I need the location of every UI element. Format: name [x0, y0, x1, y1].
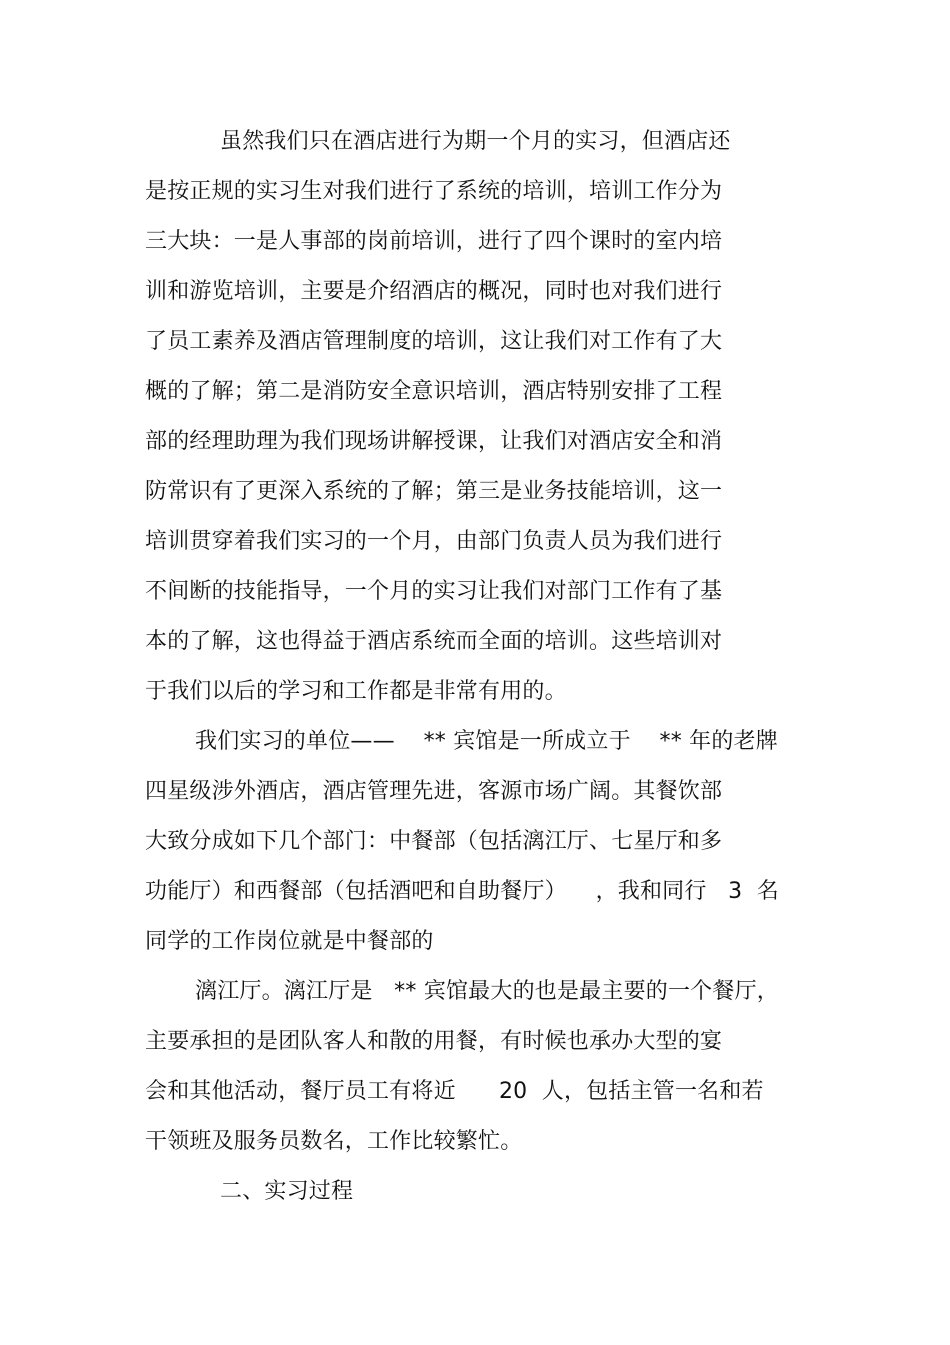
- paragraph-line: 大致分成如下几个部门：中餐部（包括漓江厅、七星厅和多: [145, 829, 723, 854]
- paragraph-line: 漓江厅。漓江厅是 ** 宾馆最大的也是最主要的一个餐厅，: [195, 979, 779, 1004]
- paragraph-line: 训和游览培训，主要是介绍酒店的概况，同时也对我们进行: [145, 279, 723, 304]
- paragraph-line: 干领班及服务员数名，工作比较繁忙。: [145, 1129, 523, 1154]
- paragraph-line: 我们实习的单位—— ** 宾馆是一所成立于 ** 年的老牌: [195, 729, 778, 754]
- paragraph-line: 会和其他活动，餐厅员工有将近 20 人，包括主管一名和若: [145, 1079, 764, 1104]
- paragraph-line: 三大块：一是人事部的岗前培训，进行了四个课时的室内培: [145, 229, 723, 254]
- paragraph-line: 功能厅）和西餐部（包括酒吧和自助餐厅） ，我和同行 3 名: [145, 879, 779, 904]
- paragraph-line: 概的了解；第二是消防安全意识培训，酒店特别安排了工程: [145, 379, 723, 404]
- paragraph-line: 是按正规的实习生对我们进行了系统的培训，培训工作分为: [145, 179, 723, 204]
- paragraph-line: 虽然我们只在酒店进行为期一个月的实习，但酒店还: [220, 129, 731, 154]
- paragraph-line: 四星级涉外酒店，酒店管理先进，客源市场广阔。其餐饮部: [145, 779, 723, 804]
- section-heading: 二、实习过程: [220, 1179, 354, 1204]
- paragraph-line: 培训贯穿着我们实习的一个月，由部门负责人员为我们进行: [145, 529, 723, 554]
- paragraph-line: 不间断的技能指导，一个月的实习让我们对部门工作有了基: [145, 579, 723, 604]
- paragraph-line: 防常识有了更深入系统的了解；第三是业务技能培训，这一: [145, 479, 723, 504]
- paragraph-line: 了员工素养及酒店管理制度的培训，这让我们对工作有了大: [145, 329, 723, 354]
- paragraph-line: 本的了解，这也得益于酒店系统而全面的培训。这些培训对: [145, 629, 723, 654]
- paragraph-line: 主要承担的是团队客人和散的用餐，有时候也承办大型的宴: [145, 1029, 723, 1054]
- paragraph-line: 同学的工作岗位就是中餐部的: [145, 929, 434, 954]
- paragraph-line: 于我们以后的学习和工作都是非常有用的。: [145, 679, 567, 704]
- paragraph-line: 部的经理助理为我们现场讲解授课，让我们对酒店安全和消: [145, 429, 723, 454]
